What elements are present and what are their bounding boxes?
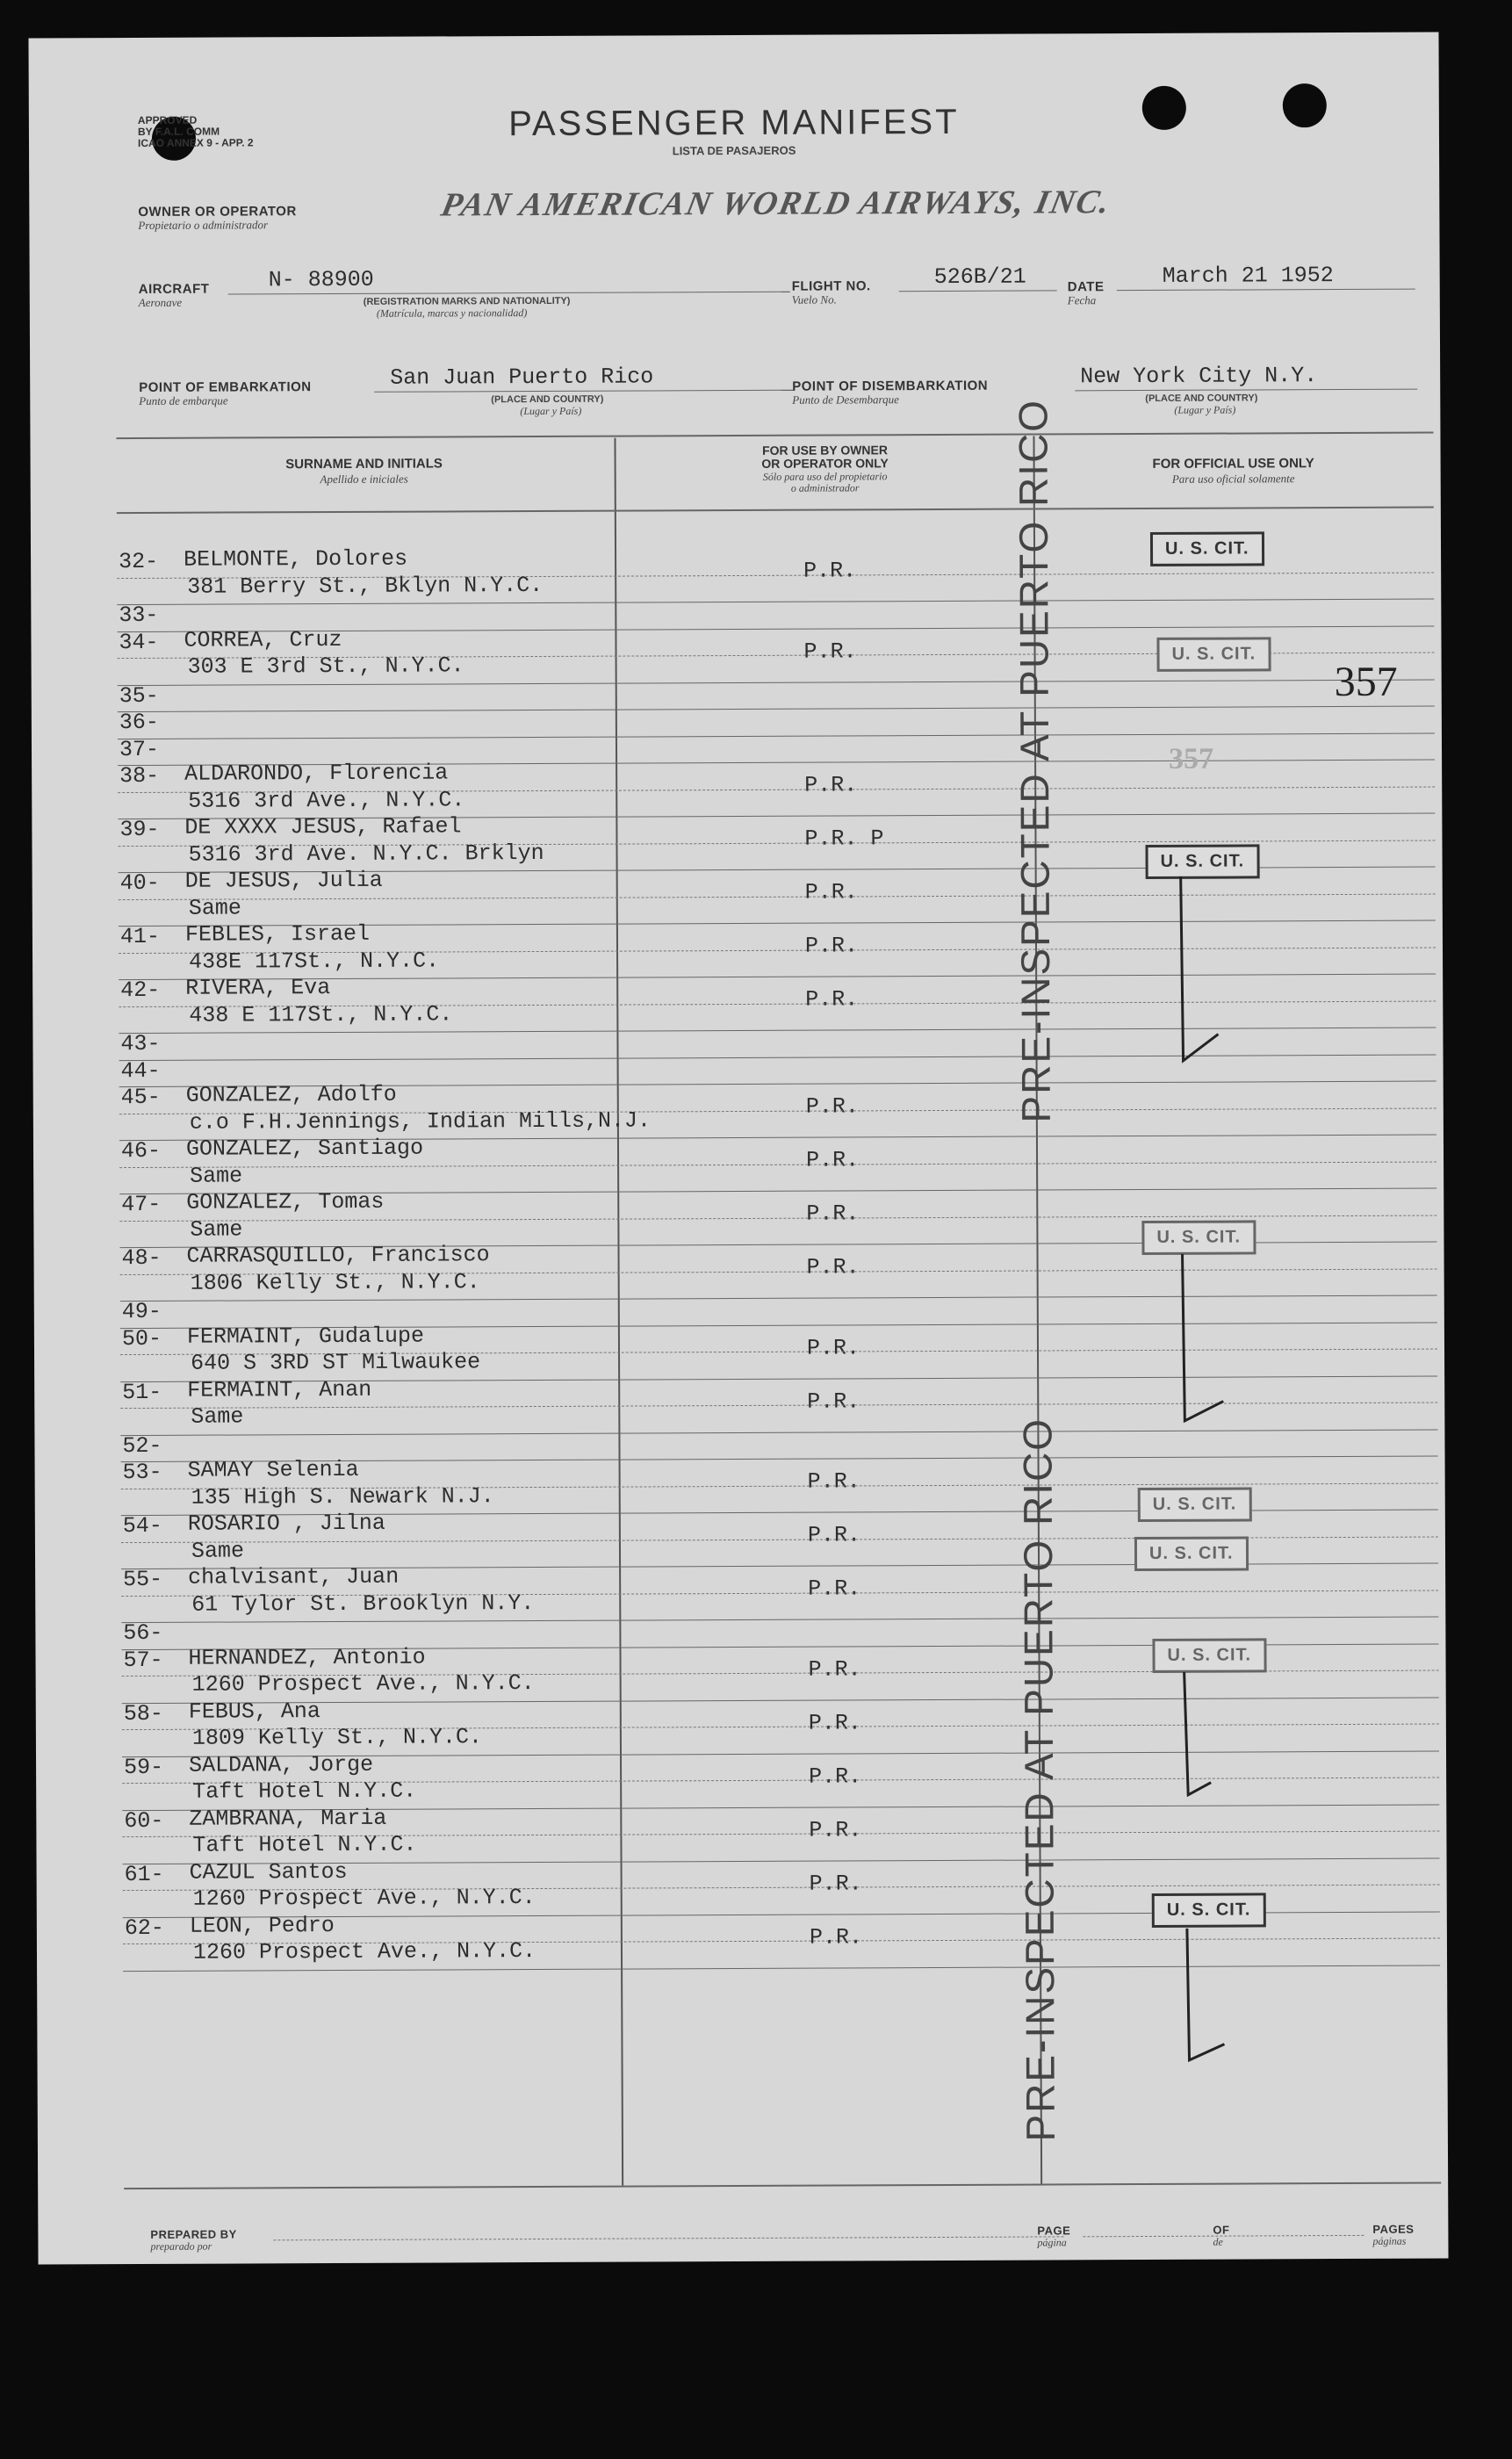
us-citizen-stamp: U. S. CIT. <box>1134 1536 1249 1571</box>
passenger-name-cell: 1809 Kelly St., N.Y.C. <box>191 1724 483 1751</box>
row-rule <box>118 732 1435 739</box>
passenger-name-cell: BELMONTE, Dolores <box>184 545 408 573</box>
passenger-name-cell: 5316 3rd Ave. N.Y.C. Brklyn <box>188 840 544 868</box>
row-rule <box>118 706 1435 713</box>
owner-label: OWNER OR OPERATOR <box>138 204 297 220</box>
owner-use-cell: P.R. <box>809 1816 862 1843</box>
row-number: 38- <box>119 762 160 790</box>
row-number: 55- <box>123 1566 163 1593</box>
col-head-owner-es <box>650 471 1001 495</box>
row-number: 51- <box>122 1379 162 1405</box>
column-divider-1 <box>614 438 623 2186</box>
owner-use-cell: P.R. <box>807 1388 860 1415</box>
owner-use-cell: P.R. <box>803 638 857 665</box>
passenger-name-cell: 1260 Prospect Ave., N.Y.C. <box>192 1938 536 1965</box>
col-head-owner-line: OR OPERATOR ONLY <box>761 456 889 471</box>
passenger-name-cell: c.o F.H.Jennings, Indian Mills,N.J. <box>189 1107 652 1136</box>
owner-use-cell: P.R. <box>809 1923 862 1951</box>
owner-use-cell: P.R. <box>804 772 858 798</box>
owner-use-cell: P.R. <box>805 1147 860 1173</box>
row-rule <box>117 599 1434 606</box>
owner-use-cell: P.R. <box>808 1709 861 1736</box>
passenger-name-cell: 303 E 3rd St., N.Y.C. <box>187 653 464 680</box>
row-rule <box>121 1617 1438 1624</box>
row-rule <box>120 1429 1437 1436</box>
passenger-name-cell: Same <box>191 1537 245 1564</box>
us-citizen-stamp: U. S. CIT. <box>1141 1220 1256 1255</box>
passenger-name-cell: LEON, Pedro <box>189 1912 335 1939</box>
row-number: 36- <box>119 709 159 736</box>
row-rule <box>119 893 1436 900</box>
registration-note-es: (Matrícula, marcas y nacionalidad) <box>376 306 528 320</box>
page-label-es: página <box>1037 2236 1067 2249</box>
approved-line: APPROVED <box>137 113 198 126</box>
flight-label: FLIGHT NO. <box>791 278 871 294</box>
passenger-name-cell: 438 E 117St., N.Y.C. <box>189 1000 453 1028</box>
approved-line: ICAO ANNEX 9 - APP. 2 <box>137 136 254 149</box>
row-number: 44- <box>120 1057 161 1084</box>
passenger-name-cell: 135 High S. Newark N.J. <box>191 1482 494 1511</box>
passenger-name-cell: SALDANA, Jorge <box>188 1751 374 1778</box>
footer-top-border <box>124 2182 1441 2190</box>
passenger-name-cell: DE XXXX JESUS, Rafael <box>184 813 462 840</box>
passenger-name-cell: CORREA, Cruz <box>184 626 342 653</box>
row-rule <box>120 1403 1437 1410</box>
registration-note: (REGISTRATION MARKS AND NATIONALITY) <box>363 295 571 307</box>
passenger-name-cell: 1260 Prospect Ave., N.Y.C. <box>192 1885 536 1912</box>
preinspected-stamp: PRE-INSPECTED AT PUERTO RICO <box>1014 1417 1063 2142</box>
of-label: OF <box>1213 2223 1230 2237</box>
row-number: 33- <box>119 602 159 629</box>
col-head-official-es: Para uso oficial solamente <box>1171 472 1295 486</box>
owner-label-es: Propietario o administrador <box>138 218 269 232</box>
disembark-label: POINT OF DISEMBARKATION <box>792 378 989 394</box>
passenger-name-cell: Same <box>190 1215 243 1243</box>
owner-use-cell: P.R. <box>803 558 857 584</box>
row-number: 39- <box>119 816 160 843</box>
owner-use-cell: P.R. P <box>804 826 884 852</box>
us-citizen-stamp: U. S. CIT. <box>1138 1487 1252 1522</box>
passenger-name-cell: FEBLES, Israel <box>184 920 371 948</box>
passenger-name-cell: FERMAINT, Anan <box>187 1376 372 1403</box>
row-rule <box>119 1028 1436 1035</box>
prepared-by-line <box>273 2236 1063 2240</box>
row-number: 59- <box>124 1754 164 1780</box>
passenger-name-cell: HERNANDEZ, Antonio <box>188 1644 426 1671</box>
row-number: 60- <box>124 1807 164 1834</box>
pages-label: PAGES <box>1372 2222 1415 2236</box>
header-bottom-border <box>117 507 1434 515</box>
row-rule <box>118 679 1435 686</box>
embark-place-note-es: (Lugar y País) <box>520 404 582 418</box>
aircraft-value: N- 88900 <box>268 266 374 293</box>
prepared-by-label-es: preparado por <box>150 2239 212 2253</box>
owner-use-cell: P.R. <box>807 1468 860 1495</box>
flight-value: 526B/21 <box>933 263 1026 291</box>
aircraft-label: AIRCRAFT <box>138 281 210 297</box>
us-citizen-stamp: U. S. CIT. <box>1152 1638 1266 1673</box>
owner-use-cell: P.R. <box>808 1655 861 1683</box>
count-number-ghost: 357 <box>1168 742 1214 775</box>
row-rule <box>119 1054 1436 1061</box>
check-mark-icon <box>1167 1254 1238 1465</box>
owner-use-cell: P.R. <box>805 1093 859 1120</box>
owner-use-cell: P.R. <box>808 1576 861 1602</box>
check-mark-icon <box>1169 1672 1240 1830</box>
passenger-name-cell: CAZUL Santos <box>189 1858 348 1886</box>
row-number: 56- <box>123 1619 163 1647</box>
us-citizen-stamp: U. S. CIT. <box>1145 844 1259 879</box>
owner-use-cell: P.R. <box>806 1201 860 1227</box>
disembark-label-es: Punto de Desembarque <box>792 393 899 407</box>
date-underline <box>1117 289 1415 291</box>
passenger-name-cell: chalvisant, Juan <box>188 1563 400 1590</box>
page-subtitle: LISTA DE PASAJEROS <box>672 143 796 158</box>
check-mark-icon <box>1170 1929 1241 2087</box>
passenger-name-cell: CARRASQUILLO, Francisco <box>186 1242 490 1269</box>
row-number: 57- <box>123 1647 163 1673</box>
passenger-name-cell: GONZALEZ, Tomas <box>186 1188 385 1215</box>
owner-use-cell: P.R. <box>804 879 858 905</box>
date-label: DATE <box>1067 279 1105 295</box>
row-number: 34- <box>119 629 159 655</box>
owner-use-cell: P.R. <box>809 1763 862 1790</box>
prepared-by-label: PREPARED BY <box>150 2227 237 2241</box>
date-label-es: Fecha <box>1067 293 1097 307</box>
row-number: 42- <box>120 977 161 1004</box>
passenger-name-cell: 1806 Kelly St., N.Y.C. <box>190 1268 480 1296</box>
us-citizen-stamp: U. S. CIT. <box>1152 1893 1266 1928</box>
row-number: 58- <box>123 1700 163 1727</box>
embark-label-es: Punto de embarque <box>139 393 228 407</box>
preinspected-stamp: PRE-INSPECTED AT PUERTO RICO <box>1010 398 1059 1123</box>
passenger-name-cell: Taft Hotel N.Y.C. <box>192 1778 417 1805</box>
disembark-place-note-es: (Lugar y País) <box>1174 403 1236 416</box>
passenger-name-cell: 5316 3rd Ave., N.Y.C. <box>188 786 465 814</box>
col-head-surname-es: Apellido e iniciales <box>320 472 408 487</box>
embark-place-note: (PLACE AND COUNTRY) <box>491 393 604 406</box>
row-rule <box>119 1161 1436 1168</box>
approved-line: BY F.A.L. COMM <box>137 125 220 138</box>
owner-use-cell: P.R. <box>807 1522 861 1548</box>
col-head-owner-es-line: o administrador <box>790 481 860 494</box>
row-rule <box>120 1295 1437 1302</box>
embark-label: POINT OF EMBARKATION <box>139 379 312 395</box>
row-number: 41- <box>119 923 161 950</box>
passenger-name-cell: RIVERA, Eva <box>185 975 331 1001</box>
owner-use-cell: P.R. <box>809 1870 862 1897</box>
passenger-name-cell: DE JESUS, Julia <box>184 867 383 894</box>
passenger-name-cell: 381 Berry St., Bklyn N.Y.C. <box>187 572 544 600</box>
row-number: 53- <box>122 1459 162 1486</box>
owner-use-cell: P.R. <box>806 1334 860 1361</box>
check-mark-icon <box>1165 876 1236 1087</box>
date-value: March 21 1952 <box>1162 263 1334 289</box>
passenger-name-cell: Same <box>188 894 241 921</box>
row-number: 40- <box>119 869 160 897</box>
of-label-es: de <box>1213 2235 1223 2248</box>
embark-value: San Juan Puerto Rico <box>390 364 654 391</box>
flight-label-es: Vuelo No. <box>791 292 837 306</box>
row-number: 52- <box>122 1432 162 1459</box>
row-number: 32- <box>119 548 159 575</box>
table-top-border <box>116 432 1433 440</box>
passenger-name-cell: 640 S 3RD ST Milwaukee <box>190 1349 481 1376</box>
row-number: 48- <box>121 1244 162 1272</box>
col-head-surname: SURNAME AND INITIALS <box>285 456 443 472</box>
row-number: 49- <box>121 1298 162 1325</box>
passenger-name-cell: SAMAY Selenia <box>187 1456 359 1483</box>
row-number: 46- <box>120 1137 162 1165</box>
aircraft-label-es: Aeronave <box>138 295 183 309</box>
passenger-name-cell: 61 Tylor St. Brooklyn N.Y. <box>191 1590 535 1618</box>
col-head-owner-line: FOR USE BY OWNER <box>762 443 889 458</box>
us-citizen-stamp: U. S. CIT. <box>1150 531 1264 566</box>
row-rule <box>123 1965 1440 1972</box>
col-head-official: FOR OFFICIAL USE ONLY <box>1152 456 1314 472</box>
row-number: 61- <box>124 1861 164 1887</box>
owner-use-cell: P.R. <box>804 933 859 959</box>
passenger-name-cell: Taft Hotel N.Y.C. <box>192 1831 417 1858</box>
us-citizen-stamp: U. S. CIT. <box>1156 637 1271 672</box>
row-number: 37- <box>119 736 160 762</box>
row-number: 62- <box>124 1915 164 1941</box>
passenger-name-cell: ALDARONDO, Florencia <box>184 760 449 787</box>
passenger-name-cell: FERMAINT, Gudalupe <box>186 1323 425 1350</box>
page-line <box>1083 2235 1364 2237</box>
passenger-name-cell: ZAMBRANA, Maria <box>189 1805 387 1832</box>
disembark-place-note: (PLACE AND COUNTRY) <box>1145 393 1258 404</box>
passenger-name-cell: Same <box>190 1162 243 1189</box>
page-label: PAGE <box>1037 2224 1071 2238</box>
passenger-name-cell: 438E 117St., N.Y.C. <box>189 947 440 975</box>
col-head-owner-es-line: Sólo para uso del propietario <box>762 470 888 483</box>
row-number: 50- <box>121 1325 162 1352</box>
col-head-owner <box>650 443 1001 472</box>
passenger-name-cell: FEBUS, Ana <box>188 1698 320 1725</box>
disembark-value: New York City N.Y. <box>1080 363 1318 390</box>
manifest-sheet <box>28 32 1448 2265</box>
row-number: 54- <box>122 1512 162 1540</box>
owner-use-cell: P.R. <box>806 1254 860 1280</box>
passenger-name-cell: ROSARIO , Jilna <box>187 1510 385 1537</box>
passenger-name-cell: 1260 Prospect Ave., N.Y.C. <box>191 1670 535 1698</box>
pages-label-es: páginas <box>1372 2234 1407 2247</box>
passenger-name-cell: GONZALEZ, Santiago <box>185 1135 424 1162</box>
owner-use-cell: P.R. <box>805 986 859 1013</box>
flight-underline <box>899 290 1057 292</box>
passenger-name-cell: Same <box>191 1403 244 1430</box>
operator-name: PAN AMERICAN WORLD AIRWAYS, INC. <box>437 184 1115 224</box>
passenger-name-cell: GONZALEZ, Adolfo <box>185 1081 397 1108</box>
row-number: 43- <box>120 1030 161 1057</box>
page-title: PASSENGER MANIFEST <box>508 102 960 144</box>
row-number: 35- <box>119 682 159 709</box>
count-number: 357 <box>1334 658 1398 706</box>
row-number: 45- <box>120 1084 161 1111</box>
row-number: 47- <box>121 1191 162 1218</box>
